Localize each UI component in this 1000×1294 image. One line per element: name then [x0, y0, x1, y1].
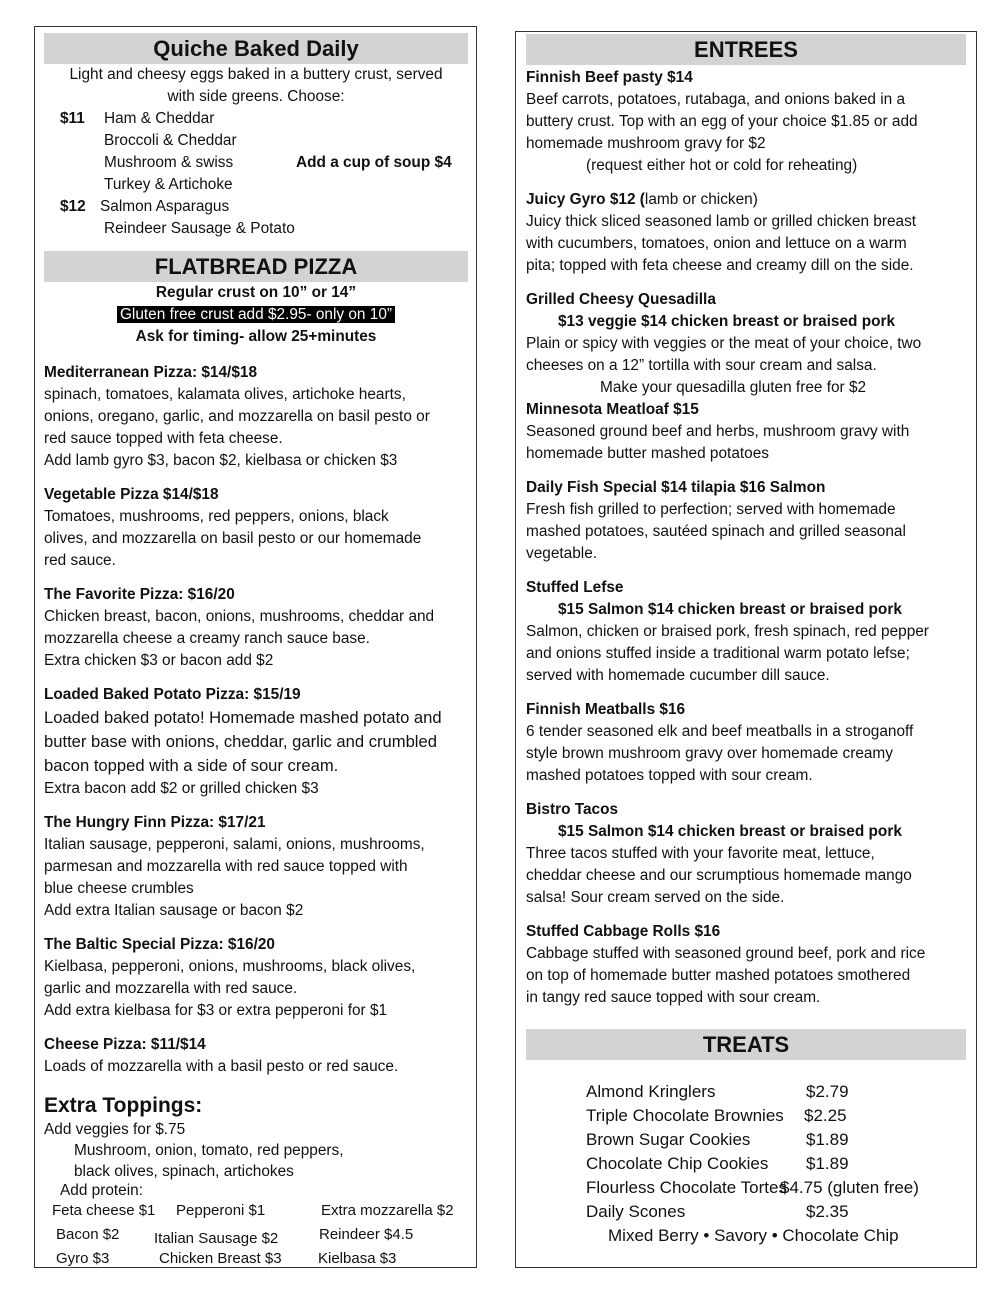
entree-title: Stuffed Lefse	[526, 579, 624, 596]
quiche-item: Turkey & Artichoke	[104, 176, 233, 193]
pizza-desc-line: Add extra Italian sausage or bacon $2	[44, 902, 304, 919]
entree-desc-line: Salmon, chicken or braised pork, fresh spinach, red pepper	[526, 623, 929, 640]
quiche-row	[44, 174, 468, 196]
treat-row	[526, 1152, 966, 1176]
entree-desc-line: on top of homemade butter mashed potatoes smothered	[526, 967, 911, 984]
pizza-desc-line: blue cheese crumbles	[44, 880, 194, 897]
treat-row	[526, 1104, 966, 1128]
entree-title: Minnesota Meatloaf $15	[526, 401, 699, 418]
entree-title: Bistro Tacos	[526, 801, 619, 818]
entree-desc-line: with cucumbers, tomatoes, onion and lettuce on a warm	[526, 235, 907, 252]
quiche-row	[44, 108, 468, 130]
entree-desc-line: buttery crust. Top with an egg of your choice $1.85 or add	[526, 113, 918, 130]
pizza-desc-line: parmesan and mozzarella with red sauce topped with	[44, 858, 408, 875]
entree-desc-line: Cabbage stuffed with seasoned ground beef, pork and rice	[526, 945, 926, 962]
protein-row	[44, 1248, 468, 1272]
pizza-desc-line: Italian sausage, pepperoni, salami, onions, mushrooms,	[44, 836, 425, 853]
entree-item	[526, 289, 966, 399]
pizza-desc-line: spinach, tomatoes, kalamata olives, artichoke hearts,	[44, 386, 406, 403]
entree-desc-line: and onions stuffed inside a traditional warm potato lefse;	[526, 645, 910, 662]
entrees-heading: ENTREES	[526, 34, 966, 65]
treat-name: Flourless Chocolate Tortes	[586, 1178, 787, 1197]
entree-name	[526, 289, 966, 311]
pizza-desc-line: Extra chicken $3 or bacon add $2	[44, 652, 274, 669]
entree-desc-line: salsa! Sour cream served on the side.	[526, 889, 785, 906]
pizza-item	[44, 584, 468, 672]
pizza-desc-line: Loaded baked potato! Homemade mashed potato and	[44, 708, 442, 727]
entree-list	[526, 67, 966, 1009]
pizza-item	[44, 1034, 468, 1078]
entree-desc-line: cheeses on a 12” tortilla with sour cream and salsa.	[526, 357, 877, 374]
pizza-desc-line: onions, oregano, garlic, and mozzarella on basil pesto or	[44, 408, 430, 425]
entree-desc-line: style brown mushroom gravy over homemade creamy	[526, 745, 893, 762]
entree-prices: $15 Salmon $14 chicken breast or braised pork	[558, 823, 902, 840]
quiche-item: Salmon Asparagus	[100, 198, 230, 215]
pizza-desc-line: butter base with onions, cheddar, garlic and crumbled	[44, 732, 437, 751]
pizza-item	[44, 484, 468, 572]
pizza-item	[44, 362, 468, 472]
entree-item	[526, 67, 966, 177]
entree-name	[526, 699, 966, 721]
protein-label: Add protein:	[60, 1182, 143, 1199]
entree-item	[526, 799, 966, 909]
treat-price: $1.89	[806, 1130, 849, 1149]
entree-name	[526, 799, 966, 821]
entree-name	[526, 67, 966, 89]
entree-prices: $15 Salmon $14 chicken breast or braised pork	[558, 601, 902, 618]
entree-item	[526, 699, 966, 787]
right-menu-panel	[515, 31, 977, 1268]
treat-name: Triple Chocolate Brownies	[586, 1106, 784, 1125]
pizza-desc-line: Kielbasa, pepperoni, onions, mushrooms, black olives,	[44, 958, 416, 975]
entree-name	[526, 477, 966, 499]
pizza-item	[44, 934, 468, 1022]
pizza-list	[44, 362, 468, 1078]
pizza-desc-line: red sauce.	[44, 552, 116, 569]
pizza-name: Mediterranean Pizza: $14/$18	[44, 364, 258, 381]
entree-desc-line: 6 tender seasoned elk and beef meatballs in a stroganoff	[526, 723, 914, 740]
quiche-item: Broccoli & Cheddar	[104, 132, 237, 149]
treat-row	[526, 1176, 966, 1200]
pizza-desc-line: Add extra kielbasa for $3 or extra pepperoni for $1	[44, 1002, 388, 1019]
treat-price: $2.25	[804, 1106, 847, 1125]
treat-name: Chocolate Chip Cookies	[586, 1154, 769, 1173]
veggie-list-2: black olives, spinach, artichokes	[74, 1163, 294, 1180]
quiche-desc-2: with side greens. Choose:	[167, 88, 345, 105]
protein-item: Bacon $2	[56, 1226, 120, 1243]
timing-note: Ask for timing- allow 25+minutes	[135, 328, 377, 345]
flatbread-heading: FLATBREAD PIZZA	[44, 251, 468, 282]
scone-flavors: Mixed Berry • Savory • Chocolate Chip	[608, 1226, 899, 1245]
protein-item: Reindeer $4.5	[319, 1226, 414, 1243]
treat-row	[526, 1200, 966, 1224]
quiche-item: Reindeer Sausage & Potato	[104, 220, 295, 237]
left-menu-panel	[34, 26, 477, 1268]
entree-title: Juicy Gyro $12 (	[526, 191, 645, 208]
treat-price: $2.35	[806, 1202, 849, 1221]
entree-title: Stuffed Cabbage Rolls $16	[526, 923, 721, 940]
entree-desc-line: vegetable.	[526, 545, 598, 562]
entree-prices: $13 veggie $14 chicken breast or braised pork	[558, 313, 896, 330]
quiche-row	[44, 152, 468, 174]
crust-note: Regular crust on 10” or 14”	[155, 284, 357, 301]
scone-flavors-row	[526, 1224, 966, 1248]
entree-desc-line: cheddar cheese and our scrumptious homemade mango	[526, 867, 912, 884]
entree-note: Make your quesadilla gluten free for $2	[600, 379, 867, 396]
quiche-row	[44, 196, 468, 218]
entree-title-suffix: lamb or chicken)	[644, 191, 758, 208]
entree-desc-line: mashed potatoes topped with sour cream.	[526, 767, 813, 784]
entree-title: Grilled Cheesy Quesadilla	[526, 291, 716, 308]
protein-item: Kielbasa $3	[318, 1250, 397, 1267]
entree-name	[526, 921, 966, 943]
quiche-heading: Quiche Baked Daily	[44, 33, 468, 64]
pizza-name: The Favorite Pizza: $16/20	[44, 586, 235, 603]
entree-name	[526, 189, 966, 211]
entree-desc-line: Three tacos stuffed with your favorite meat, lettuce,	[526, 845, 875, 862]
entree-name	[526, 399, 966, 421]
quiche-item: Ham & Cheddar	[104, 110, 215, 127]
entree-item	[526, 921, 966, 1009]
pizza-desc-line: olives, and mozzarella on basil pesto or our homemade	[44, 530, 422, 547]
pizza-desc-line: mozzarella cheese a creamy ranch sauce base.	[44, 630, 370, 647]
entree-name	[526, 577, 966, 599]
pizza-desc-line: red sauce topped with feta cheese.	[44, 430, 283, 447]
gluten-free-note: Gluten free crust add $2.95- only on 10”	[117, 306, 395, 323]
entree-note: (request either hot or cold for reheating)	[586, 157, 858, 174]
entree-desc-line: mashed potatoes, sautéed spinach and grilled seasonal	[526, 523, 906, 540]
treat-row	[526, 1128, 966, 1152]
entree-item	[526, 189, 966, 277]
treat-name: Brown Sugar Cookies	[586, 1130, 751, 1149]
treats-heading: TREATS	[526, 1029, 966, 1060]
entree-desc-line: homemade butter mashed potatoes	[526, 445, 769, 462]
quiche-price-12: $12	[60, 198, 86, 215]
protein-item: Italian Sausage $2	[154, 1230, 279, 1247]
soup-addon: Add a cup of soup $4	[296, 154, 452, 171]
protein-item: Extra mozzarella $2	[321, 1202, 454, 1219]
quiche-price-11: $11	[60, 110, 85, 127]
pizza-desc-line: Add lamb gyro $3, bacon $2, kielbasa or chicken $3	[44, 452, 398, 469]
pizza-desc-line: garlic and mozzarella with red sauce.	[44, 980, 298, 997]
protein-row	[44, 1200, 468, 1224]
pizza-item	[44, 684, 468, 800]
pizza-desc-line: Extra bacon add $2 or grilled chicken $3	[44, 780, 319, 797]
protein-item: Pepperoni $1	[176, 1202, 266, 1219]
pizza-name: Vegetable Pizza $14/$18	[44, 486, 219, 503]
pizza-desc-line: Chicken breast, bacon, onions, mushrooms, cheddar and	[44, 608, 435, 625]
extra-toppings-heading: Extra Toppings:	[44, 1094, 203, 1117]
entree-title: Finnish Beef pasty $14	[526, 69, 693, 86]
treat-name: Daily Scones	[586, 1202, 686, 1221]
pizza-name: The Baltic Special Pizza: $16/20	[44, 936, 275, 953]
veggie-addon: Add veggies for $.75	[44, 1121, 186, 1138]
protein-row	[44, 1224, 468, 1248]
protein-item: Chicken Breast $3	[159, 1250, 282, 1267]
protein-item: Feta cheese $1	[52, 1202, 156, 1219]
quiche-item: Mushroom & swiss	[104, 154, 234, 171]
entree-desc-line: Juicy thick sliced seasoned lamb or grilled chicken breast	[526, 213, 917, 230]
entree-desc-line: served with homemade cucumber dill sauce.	[526, 667, 830, 684]
treat-price: $4.75 (gluten free)	[780, 1178, 919, 1197]
protein-item: Gyro $3	[56, 1250, 110, 1267]
quiche-desc-1: Light and cheesy eggs baked in a buttery crust, served	[69, 66, 443, 83]
entree-title: Daily Fish Special $14 tilapia $16 Salmon	[526, 479, 826, 496]
treat-price: $1.89	[806, 1154, 849, 1173]
entree-title: Finnish Meatballs $16	[526, 701, 686, 718]
pizza-desc-line: bacon topped with a side of sour cream.	[44, 756, 339, 775]
quiche-row	[44, 130, 468, 152]
pizza-desc-line: Tomatoes, mushrooms, red peppers, onions, black	[44, 508, 389, 525]
veggie-list-1: Mushroom, onion, tomato, red peppers,	[74, 1142, 344, 1159]
treat-name: Almond Kringlers	[586, 1082, 716, 1101]
entree-item	[526, 399, 966, 465]
entree-desc-line: in tangy red sauce topped with sour cream.	[526, 989, 821, 1006]
entree-item	[526, 477, 966, 565]
quiche-row	[44, 218, 468, 240]
treat-row	[526, 1080, 966, 1104]
treat-list	[526, 1080, 966, 1224]
treat-price: $2.79	[806, 1082, 849, 1101]
entree-desc-line: pita; topped with feta cheese and creamy dill on the side.	[526, 257, 914, 274]
pizza-desc-line: Loads of mozzarella with a basil pesto or red sauce.	[44, 1058, 399, 1075]
pizza-name: Cheese Pizza: $11/$14	[44, 1036, 206, 1053]
pizza-name: Loaded Baked Potato Pizza: $15/19	[44, 686, 301, 703]
entree-item	[526, 577, 966, 687]
entree-desc-line: Fresh fish grilled to perfection; served with homemade	[526, 501, 896, 518]
entree-desc-line: homemade mushroom gravy for $2	[526, 135, 766, 152]
entree-desc-line: Plain or spicy with veggies or the meat of your choice, two	[526, 335, 922, 352]
pizza-name: The Hungry Finn Pizza: $17/21	[44, 814, 266, 831]
entree-desc-line: Beef carrots, potatoes, rutabaga, and onions baked in a	[526, 91, 906, 108]
pizza-item	[44, 812, 468, 922]
entree-desc-line: Seasoned ground beef and herbs, mushroom gravy with	[526, 423, 910, 440]
